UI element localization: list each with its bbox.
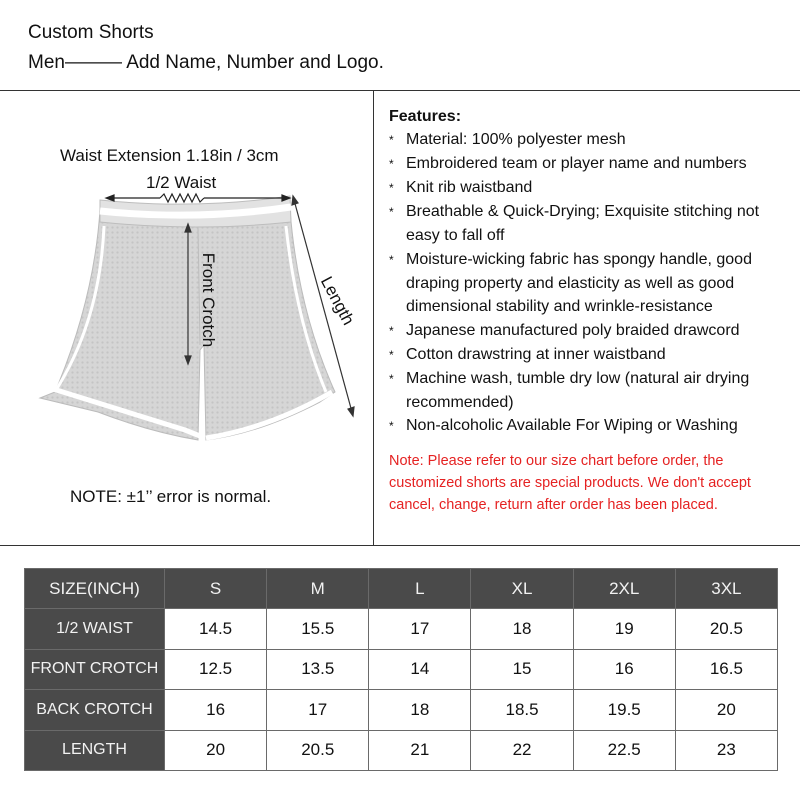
- table-cell: 16: [573, 649, 675, 689]
- table-cell: 20: [165, 730, 267, 770]
- table-row: [25, 690, 778, 730]
- table-cell: 22.5: [573, 730, 675, 770]
- feature-item: * Breathable & Quick-Drying; Exquisite stitching not easy to fall off: [389, 203, 760, 244]
- feature-item: * Knit rib waistband: [389, 176, 789, 200]
- table-cell: 17: [267, 690, 369, 730]
- asterisk-icon: *: [389, 157, 394, 171]
- feature-item: * Machine wash, tumble dry low (natural air drying recommended): [389, 370, 750, 411]
- table-header-row: [25, 569, 778, 609]
- shorts-illustration: [0, 0, 373, 545]
- table-cell: 23: [675, 730, 777, 770]
- table-cell: 19.5: [573, 690, 675, 730]
- table-cell: 18: [369, 690, 471, 730]
- table-header-cell: XL: [471, 569, 573, 609]
- table-header-cell: 2XL: [573, 569, 675, 609]
- table-row: [25, 609, 778, 649]
- table-header-cell: L: [369, 569, 471, 609]
- row-label: 1/2 WAIST: [25, 609, 165, 649]
- length-label: Length: [316, 273, 359, 329]
- asterisk-icon: *: [389, 324, 394, 338]
- asterisk-icon: *: [389, 348, 394, 362]
- feature-item: * Moisture-wicking fabric has spongy handle, good draping property and elasticity as well as good dimensional stability and wrinkle-resistance: [389, 251, 752, 315]
- waist-extension-label: Waist Extension 1.18in / 3cm: [60, 146, 279, 165]
- table-cell: 16.5: [675, 649, 777, 689]
- table-cell: 13.5: [267, 649, 369, 689]
- table-row: [25, 730, 778, 770]
- feature-item: * Material: 100% polyester mesh: [389, 128, 789, 152]
- table-cell: 12.5: [165, 649, 267, 689]
- error-note: NOTE: ±1’’ error is normal.: [70, 487, 272, 506]
- page-subtitle: Men——— Add Name, Number and Logo.: [28, 52, 384, 73]
- table-cell: 20.5: [267, 730, 369, 770]
- features-title: Features:: [389, 108, 462, 125]
- feature-item: * Cotton drawstring at inner waistband: [389, 343, 789, 367]
- asterisk-icon: *: [389, 253, 394, 267]
- asterisk-icon: *: [389, 181, 394, 195]
- table-cell: 22: [471, 730, 573, 770]
- table-cell: 15: [471, 649, 573, 689]
- row-label: FRONT CROTCH: [25, 649, 165, 689]
- size-chart-table: [24, 568, 778, 771]
- table-cell: 20: [675, 690, 777, 730]
- asterisk-icon: *: [389, 372, 394, 386]
- table-cell: 21: [369, 730, 471, 770]
- asterisk-icon: *: [389, 205, 394, 219]
- feature-item: * Non-alcoholic Available For Wiping or Washing: [389, 414, 789, 438]
- divider-vertical: [373, 90, 374, 545]
- table-cell: 18: [471, 609, 573, 649]
- table-header-cell: S: [165, 569, 267, 609]
- table-cell: 20.5: [675, 609, 777, 649]
- asterisk-icon: *: [389, 133, 394, 147]
- asterisk-icon: *: [389, 419, 394, 433]
- table-cell: 19: [573, 609, 675, 649]
- table-header-cell: 3XL: [675, 569, 777, 609]
- front-crotch-label: Front Crotch: [199, 252, 218, 348]
- row-label: BACK CROTCH: [25, 690, 165, 730]
- table-header-cell: M: [267, 569, 369, 609]
- table-cell: 14.5: [165, 609, 267, 649]
- table-cell: 14: [369, 649, 471, 689]
- table-cell: 15.5: [267, 609, 369, 649]
- table-cell: 16: [165, 690, 267, 730]
- page-title: Custom Shorts: [28, 22, 154, 43]
- half-waist-label: 1/2 Waist: [146, 173, 217, 192]
- feature-item: * Embroidered team or player name and numbers: [389, 152, 789, 176]
- table-cell: 17: [369, 609, 471, 649]
- row-label: LENGTH: [25, 730, 165, 770]
- divider-bottom: [0, 545, 800, 546]
- table-cell: 18.5: [471, 690, 573, 730]
- feature-item: * Japanese manufactured poly braided drawcord: [389, 319, 789, 343]
- order-note: Note: Please refer to our size chart before order, the customized shorts are special products. We don't accept cancel, change, return after order has been placed.: [389, 453, 751, 513]
- table-header-cell: SIZE(INCH): [25, 569, 165, 609]
- table-row: [25, 649, 778, 689]
